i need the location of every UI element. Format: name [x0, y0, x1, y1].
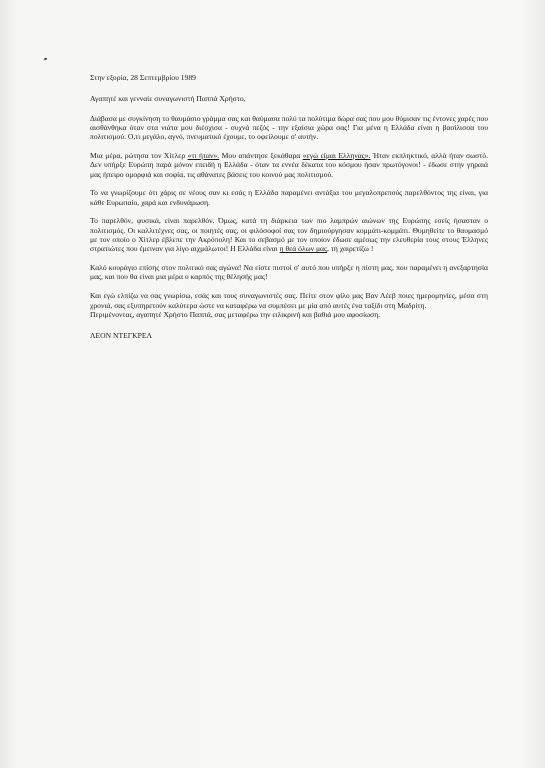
paragraph-2-text-a: Μια μέρα, ρώτησα τον Χίτλερ	[90, 150, 188, 160]
letter-greeting: Αγαπητέ και γενναίε συναγωνιστή Παππά Χρήστο,	[90, 94, 246, 104]
paragraph-5: Καλό κουράγιο επίσης στον πολιτικό σας αγώνα! Να είστε πιστοί σ' αυτό που υπήρξε η πίστη μας, που παραμένει η ανεξαρτησία μας, και που θα είναι μια μέρα ο καρπός της θέλησής μας!	[90, 263, 488, 282]
paragraph-3: Το να γνωρίζουμε ότι χάρις σε νέους σαν κι εσάς η Ελλάδα παραμένει αντάξια του μεγαλοπρεπούς παρελθόντος της είναι, για κάθε Ευρωπαίο, χαρά και ενδυνάμωση.	[90, 188, 488, 207]
paragraph-7: Περιμένοντας, αγαπητέ Χρήστο Παππά, σας μεταφέρω την ειλικρινή και βαθιά μου αφοσίωση.	[90, 309, 381, 319]
paragraph-6: Και εγώ ελπίζω να σας γνωρίσω, εσάς και τους συναγωνιστές σας. Πείτε στον φίλο μας Βαν Λέεβ ποιες ημερομηνίες, μέσα στη χρονιά, σας εξυπηρετούν καλύτερα ώστε να καταφέρω να συμπέσει με μία από αυτές ένα ταξίδι στη Μαδρίτη.	[90, 291, 488, 310]
paragraph-4-text-a: Το παρελθόν, φυσικά, είναι παρελθόν. Όμως, κατά τη διάρκεια των πιο λαμπρών αιώνων της Ευρώπης εσείς ήσασταν ο πολιτισμός. Οι καλλιτέχνες σας, οι ποιητές σας, οι φιλόσοφοί σας τον δημιούργησαν κομμάτι-κομμάτι. Θυμηθείτε το θαυμασμό με τον οποίο ο Χίτλερ έβλεπε την Ακρόπολη! Και το σεβασμό με τον οποίον έδωσε αμέσως την ελευθερία τους στους Έλληνες στρατιώτες που έμειναν για λίγο αιχμάλωτοι! Η Ελλάδα είναι	[90, 216, 488, 254]
signature: ΛΕΟΝ ΝΤΕΓΚΡΕΛ	[90, 331, 153, 341]
paragraph-1: Διάβασα με συγκίνηση το θαυμάσιο γράμμα σας και θαύμασα πολύ τα πολύτιμα δώρα σας που μου θύμισαν τις έντονες χαρές που αισθάνθηκα όταν στα νιάτα μου διέσχισα - συχνά πεζός - την εξαίσια χώρα σας! Για μένα η Ελλάδα είναι η βασίλισσα του πολιτισμού. Ο,τι μεγάλο, αγνό, πνευματικό έχουμε, το οφείλουμε σ' αυτήν.	[90, 113, 488, 142]
letter-body	[90, 73, 488, 350]
quote-i-am-greek: «εγώ είμαι Ελληνας».	[302, 150, 371, 160]
scan-speck	[44, 57, 47, 60]
paragraph-4	[90, 216, 488, 253]
paragraph-2-text-b: Μου απάντησε ξεκάθαρα	[219, 150, 303, 160]
letter-date: Στην εξορία, 28 Σεπτεμβρίου 1989	[90, 73, 196, 82]
paragraph-2	[90, 151, 488, 179]
paragraph-2-text-c: Ήταν εκπληκτικό, αλλά ήταν σωστό. Δεν υπήρξε Ευρώπη παρά μόνον επειδή η Ελλάδα - όταν τα εννέα δέκατα του κόσμου ήσαν πρωτόγονοι! - έδωσε στην γηραιά μας ήπειρο ομορφιά και σοφία, τις αθάνατες βάσεις του κοινού μας πολιτισμού.	[90, 150, 488, 179]
paragraph-4-text-b: , τη χαιρετίζω !	[327, 244, 374, 254]
goddess-phrase: η θεά όλων μας	[279, 244, 328, 254]
quote-what-he-was: «τι ήταν».	[187, 150, 220, 160]
